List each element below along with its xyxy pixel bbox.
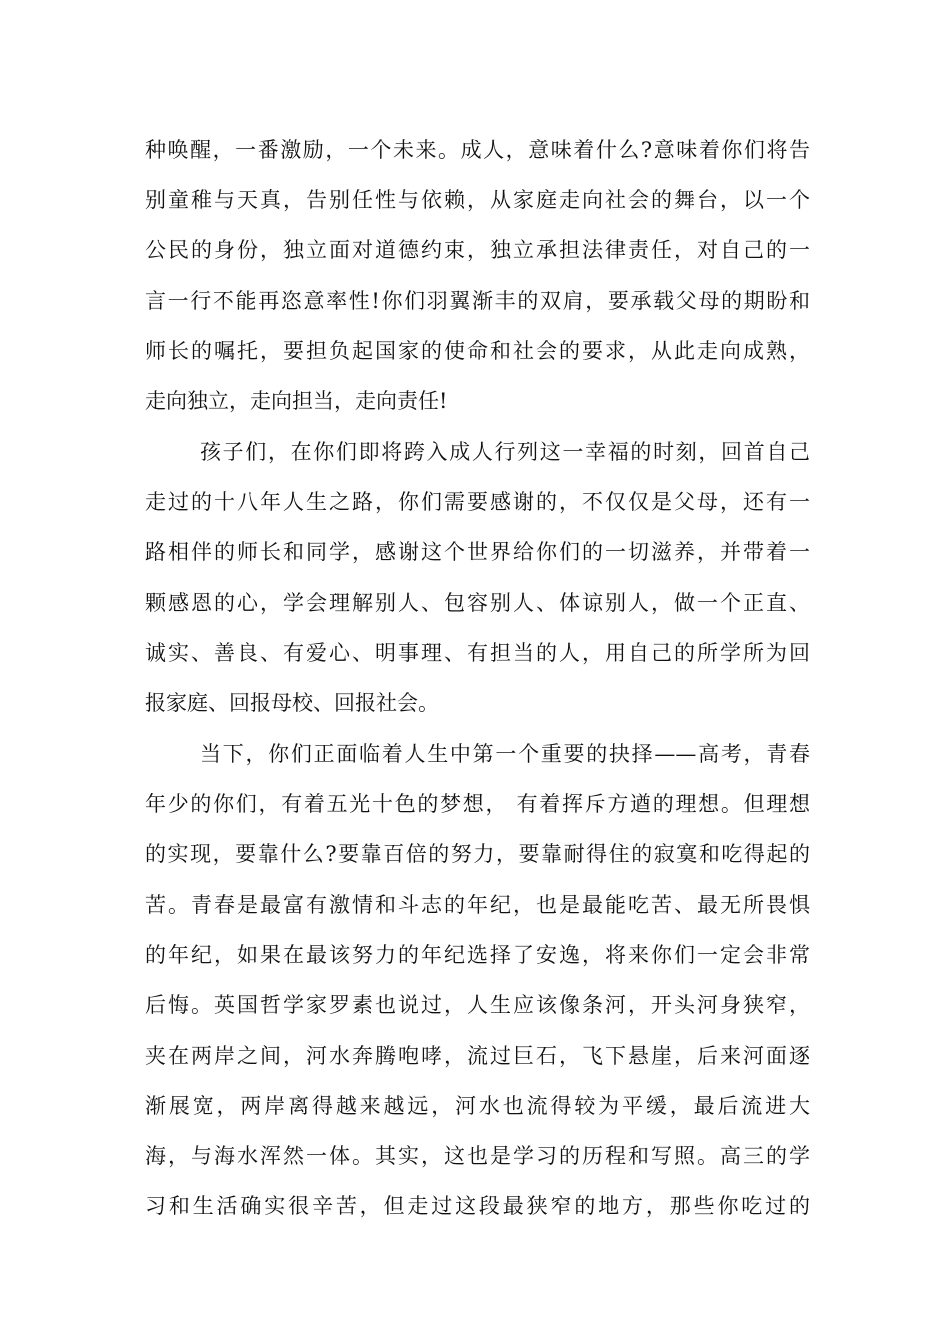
text-line: 年少的你们，有着五光十色的梦想， 有着挥斥方遒的理想。但理想 <box>145 792 810 816</box>
text-line: 师长的嘱托，要担负起国家的使命和社会的要求，从此走向成熟， <box>145 339 810 363</box>
paragraph-first-line: 当下，你们正面临着人生中第一个重要的抉择——高考，青春 <box>200 742 810 766</box>
text-line: 走过的十八年人生之路，你们需要感谢的，不仅仅是父母，还有一 <box>145 490 810 514</box>
text-line: 诚实、善良、有爱心、明事理、有担当的人，用自己的所学所为回 <box>145 641 810 665</box>
text-line: 后悔。英国哲学家罗素也说过，人生应该像条河，开头河身狭窄， <box>145 993 810 1017</box>
paragraph-first-line: 孩子们，在你们即将跨入成人行列这一幸福的时刻，回首自己 <box>200 440 810 464</box>
text-line: 苦。青春是最富有激情和斗志的年纪，也是最能吃苦、最无所畏惧 <box>145 893 810 917</box>
text-line: 夹在两岸之间，河水奔腾咆哮，流过巨石，飞下悬崖，后来河面逐 <box>145 1044 810 1068</box>
text-line: 别童稚与天真，告别任性与依赖，从家庭走向社会的舞台，以一个 <box>145 188 810 212</box>
text-line: 公民的身份，独立面对道德约束，独立承担法律责任，对自己的一 <box>145 238 810 262</box>
text-line: 颗感恩的心，学会理解别人、包容别人、体谅别人，做一个正直、 <box>145 591 810 615</box>
text-line: 的年纪，如果在最该努力的年纪选择了安逸，将来你们一定会非常 <box>145 943 810 967</box>
text-line: 走向独立，走向担当，走向责任! <box>145 389 448 413</box>
text-line: 的实现，要靠什么?要靠百倍的努力，要靠耐得住的寂寞和吃得起的 <box>145 842 810 866</box>
text-line: 种唤醒，一番激励，一个未来。成人，意味着什么?意味着你们将告 <box>145 138 810 162</box>
text-line: 言一行不能再恣意率性!你们羽翼渐丰的双肩，要承载父母的期盼和 <box>145 289 810 313</box>
text-line: 习和生活确实很辛苦，但走过这段最狭窄的地方，那些你吃过的 <box>145 1194 810 1218</box>
text-line: 路相伴的师长和同学，感谢这个世界给你们的一切滋养，并带着一 <box>145 540 810 564</box>
text-line: 海，与海水浑然一体。其实，这也是学习的历程和写照。高三的学 <box>145 1144 810 1168</box>
text-line: 报家庭、回报母校、回报社会。 <box>145 691 439 715</box>
text-line: 渐展宽，两岸离得越来越远，河水也流得较为平缓，最后流进大 <box>145 1094 810 1118</box>
